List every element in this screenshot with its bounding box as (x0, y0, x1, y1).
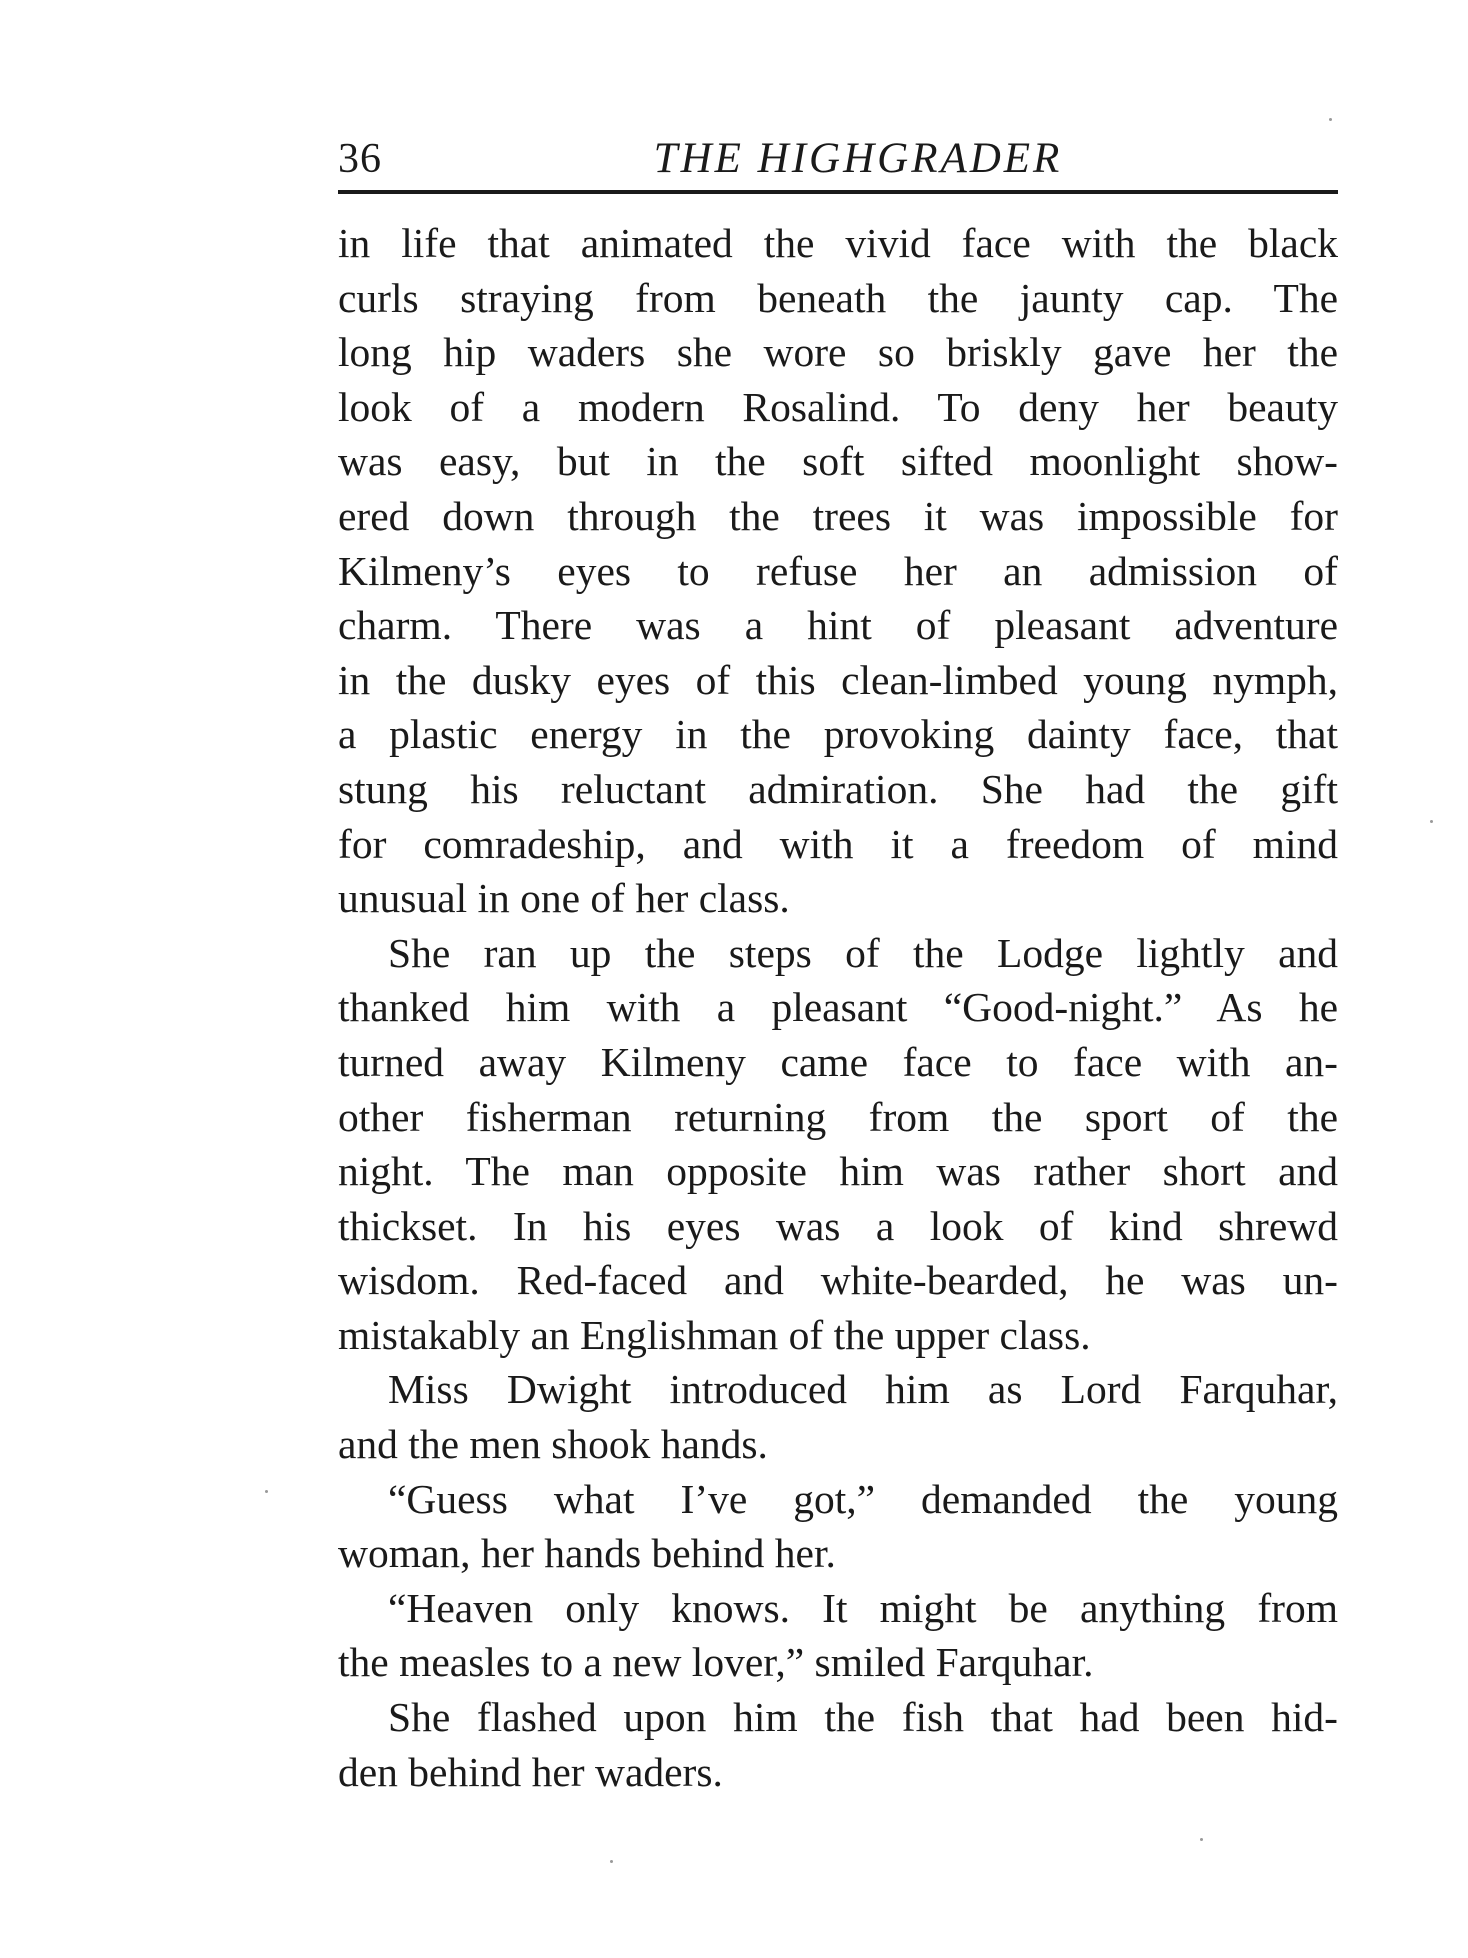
header-rule (338, 190, 1338, 194)
body-text (338, 216, 1338, 1799)
text-line: wisdom. Red-faced and white-bearded, he was un- (338, 1257, 1338, 1304)
text-line: charm. There was a hint of pleasant adventure (338, 602, 1338, 649)
paragraph (338, 926, 1338, 1363)
paragraph (338, 1362, 1338, 1471)
text-line: turned away Kilmeny came face to face with an- (338, 1038, 1338, 1085)
text-line: woman, her hands behind her. (338, 1530, 836, 1577)
text-line: stung his reluctant admiration. She had the gift (338, 765, 1338, 812)
text-line: unusual in one of her class. (338, 875, 790, 922)
text-line: night. The man opposite him was rather short and (338, 1148, 1338, 1195)
text-line: a plastic energy in the provoking dainty face, that (338, 711, 1338, 758)
page-number: 36 (338, 136, 382, 182)
text-line: Kilmeny’s eyes to refuse her an admission of (338, 547, 1338, 594)
text-line: long hip waders she wore so briskly gave her the (338, 329, 1338, 376)
text-line: mistakably an Englishman of the upper class. (338, 1311, 1091, 1358)
text-line: den behind her waders. (338, 1748, 723, 1795)
text-line: thanked him with a pleasant “Good-night.” As he (338, 984, 1338, 1031)
text-line: and the men shook hands. (338, 1421, 768, 1468)
text-line: She ran up the steps of the Lodge lightly and (388, 929, 1338, 976)
text-line: was easy, but in the soft sifted moonlight show- (338, 438, 1338, 485)
text-line: look of a modern Rosalind. To deny her beauty (338, 383, 1338, 430)
print-speck (265, 1490, 268, 1493)
text-line: Miss Dwight introduced him as Lord Farquhar, (388, 1366, 1338, 1413)
running-title: THE HIGHGRADER (653, 135, 1063, 182)
text-line: the measles to a new lover,” smiled Farquhar. (338, 1639, 1094, 1686)
text-line: in life that animated the vivid face with the black (338, 220, 1338, 266)
text-line: curls straying from beneath the jaunty cap. The (338, 274, 1338, 321)
paragraph (338, 216, 1338, 926)
text-line: ered down through the trees it was impossible for (338, 492, 1338, 539)
paragraph (338, 1690, 1338, 1799)
print-speck (1329, 118, 1332, 121)
text-line: “Guess what I’ve got,” demanded the young (388, 1475, 1338, 1522)
text-line: thickset. In his eyes was a look of kind shrewd (338, 1202, 1338, 1249)
print-speck (1430, 820, 1433, 823)
paragraph (338, 1472, 1338, 1581)
print-speck (610, 1860, 613, 1863)
print-speck (1200, 1838, 1203, 1841)
text-line: “Heaven only knows. It might be anything from (388, 1584, 1338, 1631)
page-header (338, 128, 1338, 190)
paragraph (338, 1581, 1338, 1690)
text-line: for comradeship, and with it a freedom of mind (338, 820, 1338, 867)
text-line: She flashed upon him the fish that had been hid- (388, 1694, 1338, 1741)
text-line: other fisherman returning from the sport of the (338, 1093, 1338, 1140)
text-line: in the dusky eyes of this clean-limbed young nymph, (338, 656, 1338, 703)
